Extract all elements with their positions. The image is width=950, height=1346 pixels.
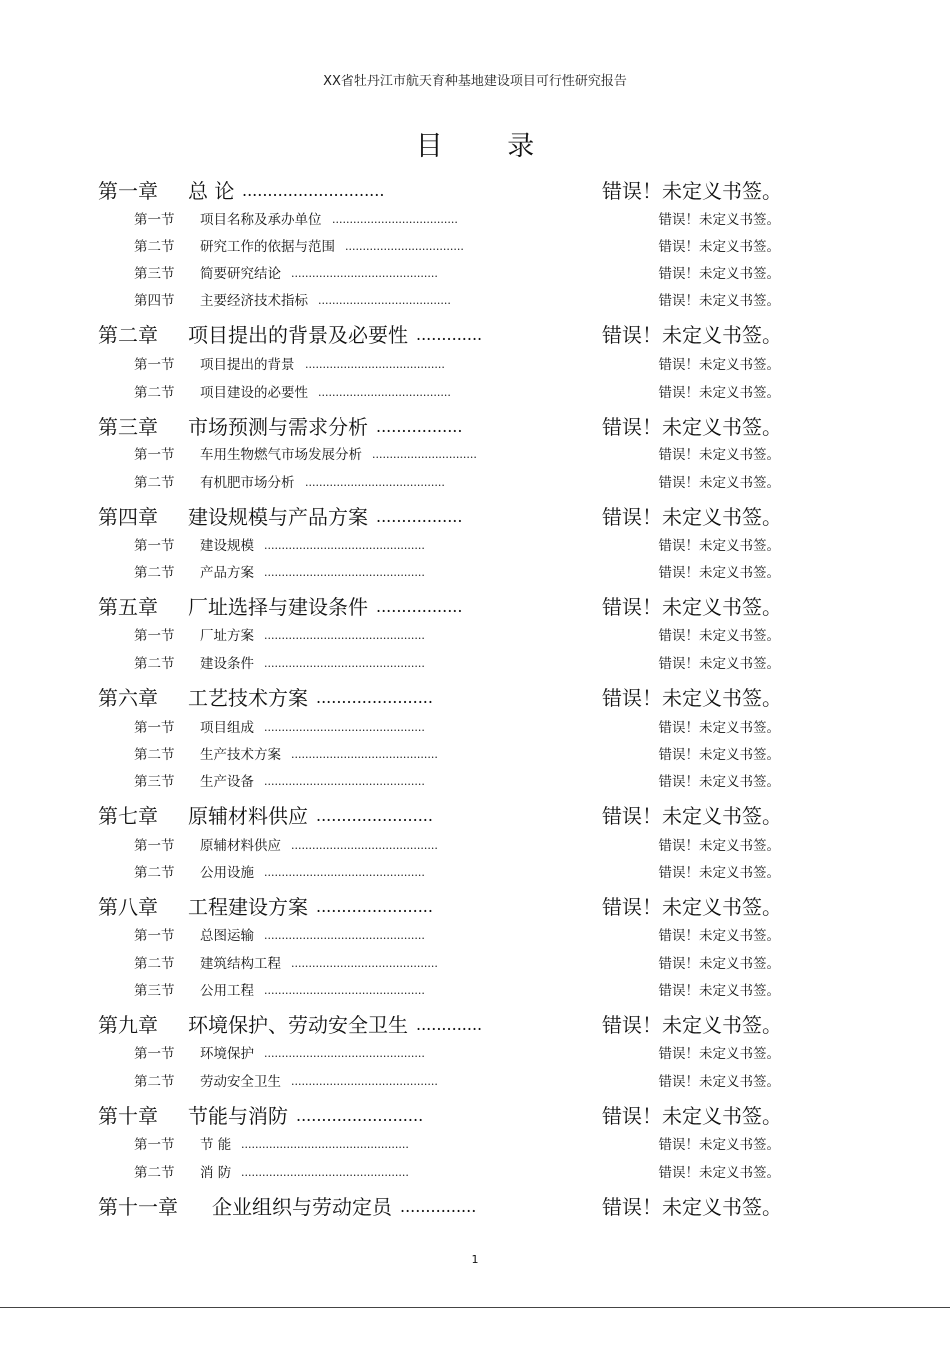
leader-dots: ............................: [242, 181, 385, 200]
toc-chapter-row[interactable]: [0, 1010, 950, 1040]
chapter-number: 第四章: [98, 505, 158, 529]
chapter-number: 第一章: [98, 179, 158, 203]
leader-dots: .......................: [316, 897, 433, 916]
section-title: 节 能: [200, 1137, 232, 1153]
leader-dots: ...............: [400, 1197, 477, 1216]
page-reference: 错误！未定义书签。: [658, 212, 780, 228]
section-title: 厂址方案: [200, 628, 254, 644]
page-reference: 错误！未定义书签。: [658, 1165, 780, 1181]
section-number: 第二节: [134, 1165, 175, 1181]
page-reference: 错误！未定义书签。: [602, 595, 782, 619]
toc-title: 目 录: [415, 131, 563, 162]
leader-dots: .............: [416, 325, 483, 344]
toc-section-row[interactable]: [0, 443, 950, 467]
toc-chapter-row[interactable]: [0, 176, 950, 206]
section-number: 第一节: [134, 212, 175, 228]
toc-section-row[interactable]: [0, 235, 950, 259]
page-reference: 错误！未定义书签。: [602, 179, 782, 203]
page-reference: 错误！未定义书签。: [602, 505, 782, 529]
section-number: 第二节: [134, 1074, 175, 1090]
page-reference: 错误！未定义书签。: [658, 720, 780, 736]
page-reference: 错误！未定义书签。: [658, 538, 780, 554]
leader-dots: ..............................................: [264, 775, 425, 788]
chapter-number: 第六章: [98, 686, 158, 710]
leader-dots: ..............................................: [264, 539, 425, 552]
chapter-title: 工艺技术方案: [188, 686, 308, 710]
toc-chapter-row[interactable]: [0, 412, 950, 442]
section-number: 第一节: [134, 357, 175, 373]
footer-divider: [0, 1307, 950, 1308]
section-title: 项目组成: [200, 720, 254, 736]
section-title: 生产设备: [200, 774, 254, 790]
leader-dots: ..............................................: [264, 629, 425, 642]
section-title: 公用工程: [200, 983, 254, 999]
toc-section-row[interactable]: [0, 952, 950, 976]
section-number: 第一节: [134, 538, 175, 554]
leader-dots: ......................................: [318, 386, 451, 399]
page-reference: 错误！未定义书签。: [602, 895, 782, 919]
page-reference: 错误！未定义书签。: [602, 804, 782, 828]
section-title: 车用生物燃气市场发展分析: [200, 447, 362, 463]
leader-dots: ..............................: [372, 448, 477, 461]
page-reference: 错误！未定义书签。: [658, 239, 780, 255]
section-title: 产品方案: [200, 565, 254, 581]
toc-section-row[interactable]: [0, 716, 950, 740]
toc-section-row[interactable]: [0, 979, 950, 1003]
toc-chapter-row[interactable]: [0, 592, 950, 622]
section-number: 第一节: [134, 447, 175, 463]
leader-dots: .................: [376, 597, 463, 616]
chapter-title: 市场预测与需求分析: [188, 415, 368, 439]
section-number: 第三节: [134, 774, 175, 790]
section-number: 第一节: [134, 1137, 175, 1153]
toc-section-row[interactable]: [0, 924, 950, 948]
section-title: 生产技术方案: [200, 747, 281, 763]
leader-dots: ................................................: [241, 1166, 409, 1179]
page-reference: 错误！未定义书签。: [658, 357, 780, 373]
leader-dots: ......................................: [318, 294, 451, 307]
section-title: 建设条件: [200, 656, 254, 672]
chapter-number: 第二章: [98, 323, 158, 347]
section-number: 第二节: [134, 239, 175, 255]
toc-chapter-row[interactable]: [0, 683, 950, 713]
chapter-title: 原辅材料供应: [188, 804, 308, 828]
page-reference: 错误！未定义书签。: [658, 1074, 780, 1090]
page-reference: 错误！未定义书签。: [658, 747, 780, 763]
page-reference: 错误！未定义书签。: [658, 293, 780, 309]
page-reference: 错误！未定义书签。: [658, 865, 780, 881]
chapter-title: 总 论: [188, 179, 235, 203]
toc-section-row[interactable]: [0, 743, 950, 767]
page-reference: 错误！未定义书签。: [658, 447, 780, 463]
page-reference: 错误！未定义书签。: [658, 565, 780, 581]
toc-section-row[interactable]: [0, 1042, 950, 1066]
section-number: 第一节: [134, 628, 175, 644]
page-reference: 错误！未定义书签。: [602, 415, 782, 439]
section-number: 第二节: [134, 385, 175, 401]
toc-section-row[interactable]: [0, 861, 950, 885]
toc-chapter-row[interactable]: [0, 801, 950, 831]
toc-section-row[interactable]: [0, 471, 950, 495]
page-reference: 错误！未定义书签。: [658, 656, 780, 672]
chapter-title: 工程建设方案: [188, 895, 308, 919]
toc-section-row[interactable]: [0, 1133, 950, 1157]
section-number: 第二节: [134, 865, 175, 881]
chapter-number: 第九章: [98, 1013, 158, 1037]
chapter-title: 节能与消防: [188, 1104, 288, 1128]
section-title: 建设规模: [200, 538, 254, 554]
toc-section-row[interactable]: [0, 1161, 950, 1185]
chapter-number: 第十一章: [98, 1195, 178, 1219]
page-number: 1: [471, 1253, 479, 1266]
section-title: 公用设施: [200, 865, 254, 881]
section-title: 环境保护: [200, 1046, 254, 1062]
section-number: 第一节: [134, 1046, 175, 1062]
toc-section-row[interactable]: [0, 1070, 950, 1094]
leader-dots: ..............................................: [264, 566, 425, 579]
page-reference: 错误！未定义书签。: [602, 1104, 782, 1128]
leader-dots: ..............................................: [264, 1047, 425, 1060]
section-title: 项目提出的背景: [200, 357, 295, 373]
chapter-title: 项目提出的背景及必要性: [188, 323, 408, 347]
leader-dots: ..............................................: [264, 866, 425, 879]
leader-dots: ................................................: [241, 1138, 409, 1151]
section-title: 简要研究结论: [200, 266, 281, 282]
section-title: 原辅材料供应: [200, 838, 281, 854]
section-title: 主要经济技术指标: [200, 293, 308, 309]
section-title: 有机肥市场分析: [200, 475, 295, 491]
toc-section-row[interactable]: [0, 834, 950, 858]
leader-dots: .........................: [296, 1106, 424, 1125]
chapter-number: 第十章: [98, 1104, 158, 1128]
section-number: 第一节: [134, 720, 175, 736]
toc-section-row[interactable]: [0, 208, 950, 232]
leader-dots: .................: [376, 507, 463, 526]
section-title: 总图运输: [200, 928, 254, 944]
page-reference: 错误！未定义书签。: [658, 838, 780, 854]
chapter-title: 企业组织与劳动定员: [212, 1195, 392, 1219]
leader-dots: .............: [416, 1015, 483, 1034]
toc-chapter-row[interactable]: [0, 1101, 950, 1131]
leader-dots: ........................................: [305, 358, 445, 371]
page-reference: 错误！未定义书签。: [658, 266, 780, 282]
toc-chapter-row[interactable]: [0, 892, 950, 922]
leader-dots: ..............................................: [264, 929, 425, 942]
section-number: 第一节: [134, 928, 175, 944]
section-title: 项目名称及承办单位: [200, 212, 322, 228]
chapter-number: 第三章: [98, 415, 158, 439]
leader-dots: ..............................................: [264, 721, 425, 734]
page-reference: 错误！未定义书签。: [658, 385, 780, 401]
leader-dots: ..............................................: [264, 984, 425, 997]
page-reference: 错误！未定义书签。: [602, 1013, 782, 1037]
chapter-number: 第五章: [98, 595, 158, 619]
section-number: 第二节: [134, 475, 175, 491]
leader-dots: ..........................................: [291, 839, 438, 852]
page-reference: 错误！未定义书签。: [658, 956, 780, 972]
page-reference: 错误！未定义书签。: [658, 774, 780, 790]
page-reference: 错误！未定义书签。: [658, 983, 780, 999]
toc-chapter-row[interactable]: [0, 502, 950, 532]
section-number: 第二节: [134, 956, 175, 972]
toc-section-row[interactable]: [0, 534, 950, 558]
toc-chapter-row[interactable]: [0, 320, 950, 350]
chapter-title: 环境保护、劳动安全卫生: [188, 1013, 408, 1037]
leader-dots: ..........................................: [291, 748, 438, 761]
section-number: 第三节: [134, 266, 175, 282]
chapter-title: 建设规模与产品方案: [188, 505, 368, 529]
toc-section-row[interactable]: [0, 289, 950, 313]
section-number: 第一节: [134, 838, 175, 854]
section-title: 研究工作的依据与范围: [200, 239, 335, 255]
leader-dots: ..............................................: [264, 657, 425, 670]
toc-section-row[interactable]: [0, 624, 950, 648]
section-number: 第四节: [134, 293, 175, 309]
page-reference: 错误！未定义书签。: [602, 1195, 782, 1219]
section-title: 建筑结构工程: [200, 956, 281, 972]
leader-dots: .......................: [316, 806, 433, 825]
leader-dots: ..................................: [345, 240, 464, 253]
page-reference: 错误！未定义书签。: [658, 1046, 780, 1062]
leader-dots: ..........................................: [291, 1075, 438, 1088]
toc-chapter-row[interactable]: [0, 1192, 950, 1222]
page-reference: 错误！未定义书签。: [658, 628, 780, 644]
toc-section-row[interactable]: [0, 262, 950, 286]
toc-section-row[interactable]: [0, 770, 950, 794]
section-number: 第二节: [134, 565, 175, 581]
section-number: 第二节: [134, 747, 175, 763]
leader-dots: ..........................................: [291, 957, 438, 970]
page-reference: 错误！未定义书签。: [658, 475, 780, 491]
section-title: 消 防: [200, 1165, 232, 1181]
chapter-number: 第八章: [98, 895, 158, 919]
leader-dots: .................: [376, 417, 463, 436]
toc-section-row[interactable]: [0, 353, 950, 377]
toc-section-row[interactable]: [0, 381, 950, 405]
leader-dots: ....................................: [332, 213, 458, 226]
leader-dots: ..........................................: [291, 267, 438, 280]
leader-dots: .......................: [316, 688, 433, 707]
section-title: 项目建设的必要性: [200, 385, 308, 401]
section-title: 劳动安全卫生: [200, 1074, 281, 1090]
section-number: 第三节: [134, 983, 175, 999]
page-reference: 错误！未定义书签。: [658, 928, 780, 944]
chapter-title: 厂址选择与建设条件: [188, 595, 368, 619]
running-header: XX省牡丹江市航天育种基地建设项目可行性研究报告: [323, 74, 627, 89]
page-reference: 错误！未定义书签。: [602, 323, 782, 347]
chapter-number: 第七章: [98, 804, 158, 828]
page-reference: 错误！未定义书签。: [602, 686, 782, 710]
leader-dots: ........................................: [305, 476, 445, 489]
page-reference: 错误！未定义书签。: [658, 1137, 780, 1153]
toc-section-row[interactable]: [0, 561, 950, 585]
toc-section-row[interactable]: [0, 652, 950, 676]
section-number: 第二节: [134, 656, 175, 672]
